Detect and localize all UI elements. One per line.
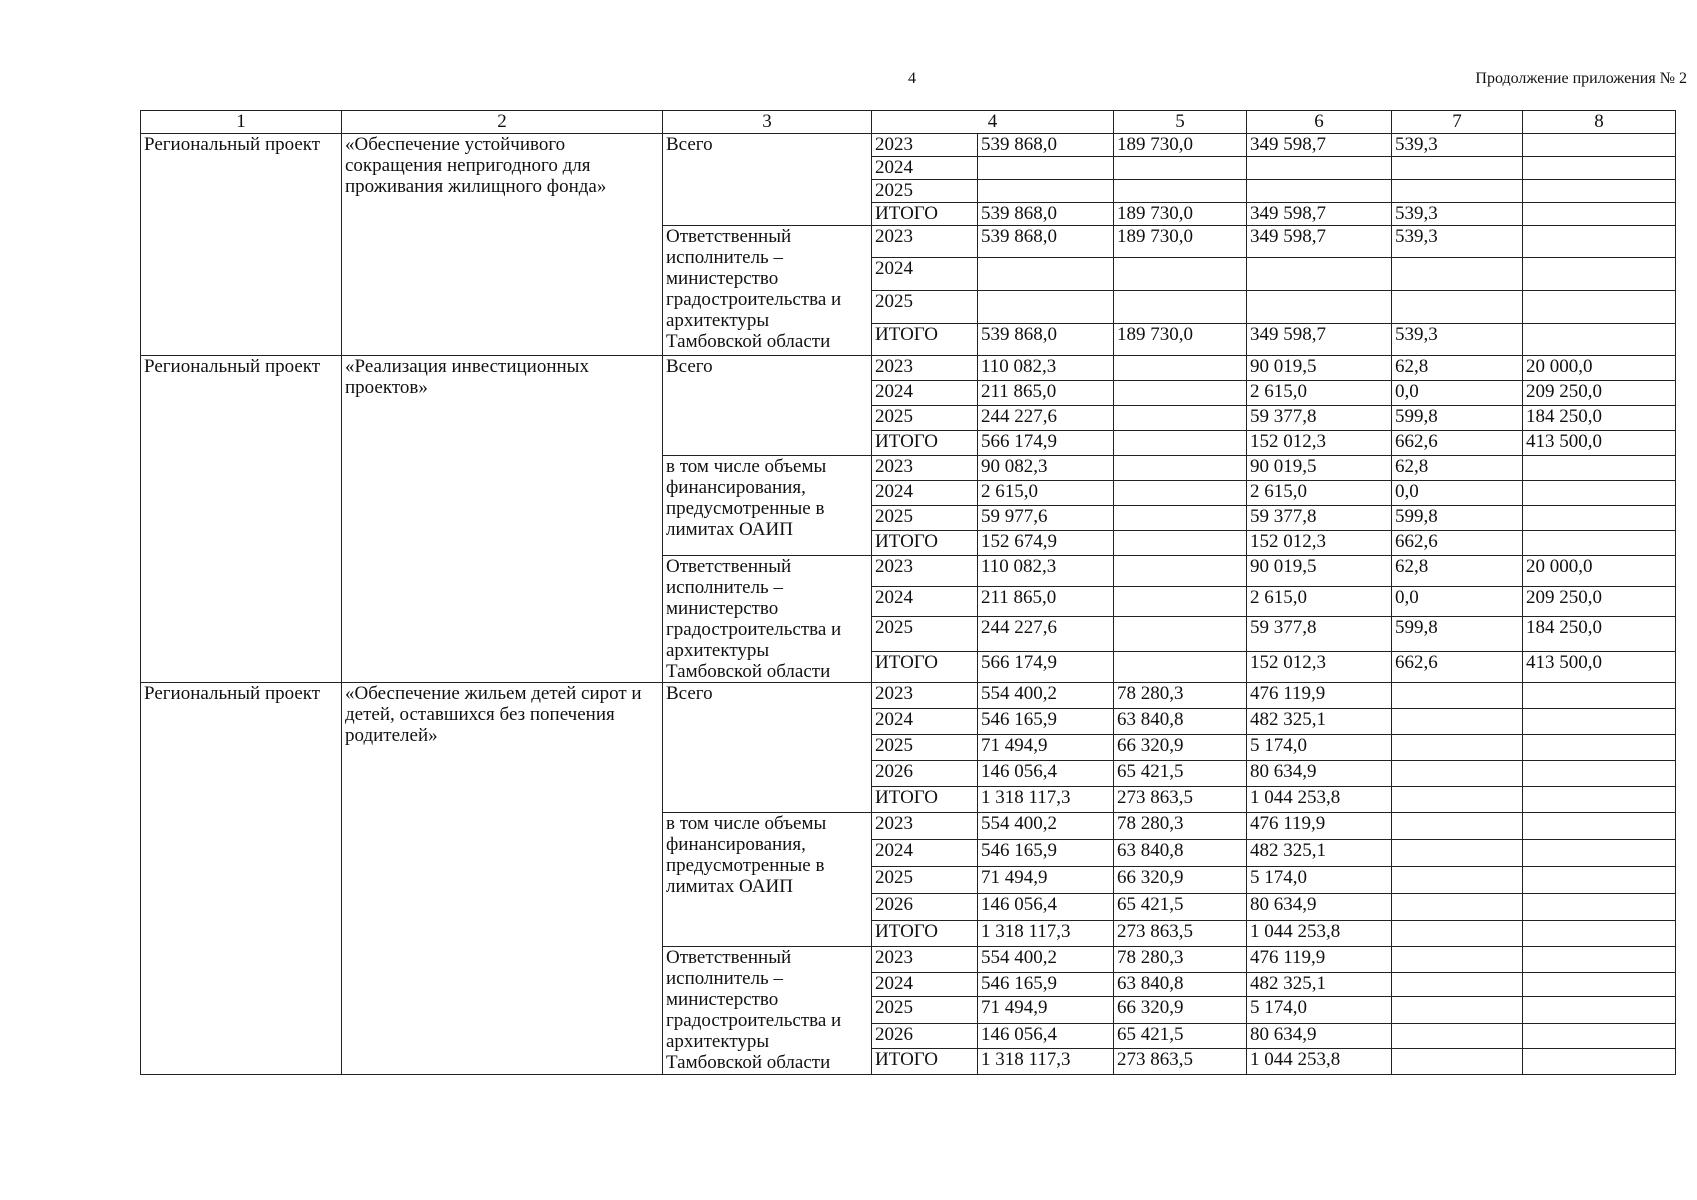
amount-cell-8 <box>1523 921 1676 947</box>
year-cell: ИТОГО <box>872 1049 978 1075</box>
amount-cell-4: 71 494,9 <box>978 867 1114 894</box>
amount-cell-8 <box>1523 506 1676 531</box>
amount-cell-6: 2 615,0 <box>1247 381 1392 406</box>
year-cell: 2025 <box>872 867 978 894</box>
funding-group-label: в том числе объемы финансирования, предусмотренные в лимитах ОАИП <box>663 456 872 556</box>
amount-cell-4: 546 165,9 <box>978 973 1114 997</box>
amount-cell-8 <box>1523 735 1676 761</box>
project-type-cell: Региональный проект <box>141 683 342 1075</box>
amount-cell-6 <box>1247 157 1392 180</box>
funding-group-label: Всего <box>663 134 872 226</box>
amount-cell-5: 189 730,0 <box>1114 324 1247 356</box>
amount-cell-7: 662,6 <box>1392 531 1523 556</box>
year-cell: 2023 <box>872 947 978 973</box>
amount-cell-6: 349 598,7 <box>1247 134 1392 157</box>
amount-cell-7 <box>1392 735 1523 761</box>
amount-cell-4 <box>978 157 1114 180</box>
year-cell: 2025 <box>872 735 978 761</box>
amount-cell-8 <box>1523 1024 1676 1049</box>
amount-cell-6: 482 325,1 <box>1247 840 1392 867</box>
amount-cell-4: 211 865,0 <box>978 587 1114 617</box>
year-cell: 2024 <box>872 973 978 997</box>
amount-cell-4 <box>978 180 1114 203</box>
amount-cell-7 <box>1392 787 1523 813</box>
amount-cell-4: 566 174,9 <box>978 651 1114 682</box>
year-cell: 2025 <box>872 406 978 431</box>
amount-cell-4: 59 977,6 <box>978 506 1114 531</box>
amount-cell-5 <box>1114 356 1247 381</box>
amount-cell-7: 539,3 <box>1392 324 1523 356</box>
project-type-cell: Региональный проект <box>141 356 342 683</box>
amount-cell-5: 65 421,5 <box>1114 894 1247 921</box>
amount-cell-7: 539,3 <box>1392 226 1523 258</box>
appendix-continuation-label: Продолжение приложения № 2 <box>1475 70 1687 87</box>
amount-cell-4: 110 082,3 <box>978 356 1114 381</box>
amount-cell-4: 539 868,0 <box>978 203 1114 226</box>
amount-cell-6: 5 174,0 <box>1247 997 1392 1024</box>
amount-cell-5: 66 320,9 <box>1114 867 1247 894</box>
funding-group-label: Ответственный исполнитель – министерство градостроительства и архитектуры Тамбовской области <box>663 947 872 1075</box>
amount-cell-5: 273 863,5 <box>1114 921 1247 947</box>
amount-cell-7: 62,8 <box>1392 356 1523 381</box>
amount-cell-6: 90 019,5 <box>1247 356 1392 381</box>
amount-cell-6: 1 044 253,8 <box>1247 921 1392 947</box>
amount-cell-7 <box>1392 840 1523 867</box>
amount-cell-8: 20 000,0 <box>1523 356 1676 381</box>
amount-cell-7: 662,6 <box>1392 651 1523 682</box>
amount-cell-7: 62,8 <box>1392 556 1523 587</box>
amount-cell-6: 476 119,9 <box>1247 813 1392 840</box>
year-cell: ИТОГО <box>872 431 978 456</box>
amount-cell-8: 20 000,0 <box>1523 556 1676 587</box>
year-cell: 2025 <box>872 291 978 324</box>
project-title-cell: «Обеспечение жильем детей сирот и детей, оставшихся без попечения родителей» <box>342 683 663 1075</box>
amount-cell-7 <box>1392 921 1523 947</box>
amount-cell-6: 1 044 253,8 <box>1247 787 1392 813</box>
amount-cell-4: 539 868,0 <box>978 134 1114 157</box>
amount-cell-7: 0,0 <box>1392 481 1523 506</box>
amount-cell-6: 80 634,9 <box>1247 761 1392 787</box>
amount-cell-6 <box>1247 180 1392 203</box>
amount-cell-5: 189 730,0 <box>1114 226 1247 258</box>
year-cell: 2023 <box>872 813 978 840</box>
amount-cell-8 <box>1523 531 1676 556</box>
amount-cell-7: 0,0 <box>1392 587 1523 617</box>
table-row <box>141 134 1676 157</box>
amount-cell-4: 539 868,0 <box>978 324 1114 356</box>
amount-cell-5: 78 280,3 <box>1114 947 1247 973</box>
amount-cell-8 <box>1523 840 1676 867</box>
amount-cell-7 <box>1392 973 1523 997</box>
amount-cell-7 <box>1392 1049 1523 1075</box>
year-cell: 2025 <box>872 617 978 651</box>
amount-cell-6: 5 174,0 <box>1247 867 1392 894</box>
amount-cell-7: 62,8 <box>1392 456 1523 481</box>
amount-cell-5: 78 280,3 <box>1114 683 1247 709</box>
amount-cell-8 <box>1523 203 1676 226</box>
amount-cell-6: 482 325,1 <box>1247 709 1392 735</box>
year-cell: 2025 <box>872 180 978 203</box>
amount-cell-8: 209 250,0 <box>1523 381 1676 406</box>
amount-cell-8 <box>1523 683 1676 709</box>
amount-cell-8 <box>1523 709 1676 735</box>
table-row <box>141 356 1676 381</box>
amount-cell-7 <box>1392 180 1523 203</box>
year-cell: 2023 <box>872 226 978 258</box>
amount-cell-8 <box>1523 813 1676 840</box>
amount-cell-6: 482 325,1 <box>1247 973 1392 997</box>
amount-cell-8: 413 500,0 <box>1523 651 1676 682</box>
amount-cell-6: 152 012,3 <box>1247 431 1392 456</box>
amount-cell-8 <box>1523 973 1676 997</box>
amount-cell-6 <box>1247 291 1392 324</box>
amount-cell-4 <box>978 291 1114 324</box>
amount-cell-5: 63 840,8 <box>1114 840 1247 867</box>
year-cell: ИТОГО <box>872 921 978 947</box>
column-header-5: 5 <box>1114 111 1247 134</box>
amount-cell-7 <box>1392 867 1523 894</box>
amount-cell-5 <box>1114 406 1247 431</box>
amount-cell-8 <box>1523 180 1676 203</box>
amount-cell-5 <box>1114 531 1247 556</box>
amount-cell-4: 211 865,0 <box>978 381 1114 406</box>
amount-cell-8 <box>1523 761 1676 787</box>
amount-cell-5: 273 863,5 <box>1114 1049 1247 1075</box>
amount-cell-6: 349 598,7 <box>1247 203 1392 226</box>
amount-cell-4: 554 400,2 <box>978 683 1114 709</box>
amount-cell-7: 662,6 <box>1392 431 1523 456</box>
amount-cell-6 <box>1247 258 1392 291</box>
amount-cell-6: 476 119,9 <box>1247 947 1392 973</box>
amount-cell-5 <box>1114 456 1247 481</box>
year-cell: 2026 <box>872 1024 978 1049</box>
amount-cell-5 <box>1114 258 1247 291</box>
amount-cell-6: 152 012,3 <box>1247 651 1392 682</box>
column-header-6: 6 <box>1247 111 1392 134</box>
amount-cell-5: 66 320,9 <box>1114 997 1247 1024</box>
amount-cell-8 <box>1523 894 1676 921</box>
amount-cell-4: 539 868,0 <box>978 226 1114 258</box>
amount-cell-7 <box>1392 157 1523 180</box>
column-header-1: 1 <box>141 111 342 134</box>
column-header-8: 8 <box>1523 111 1676 134</box>
column-header-2: 2 <box>342 111 663 134</box>
column-header-3: 3 <box>663 111 872 134</box>
table-body <box>141 134 1676 1075</box>
amount-cell-7 <box>1392 997 1523 1024</box>
amount-cell-4: 146 056,4 <box>978 1024 1114 1049</box>
amount-cell-8 <box>1523 456 1676 481</box>
column-header-4: 4 <box>872 111 1114 134</box>
amount-cell-8 <box>1523 134 1676 157</box>
amount-cell-6: 90 019,5 <box>1247 556 1392 587</box>
amount-cell-8: 184 250,0 <box>1523 406 1676 431</box>
year-cell: 2024 <box>872 840 978 867</box>
amount-cell-4: 71 494,9 <box>978 997 1114 1024</box>
amount-cell-8 <box>1523 1049 1676 1075</box>
amount-cell-6: 80 634,9 <box>1247 894 1392 921</box>
amount-cell-8 <box>1523 947 1676 973</box>
amount-cell-5: 78 280,3 <box>1114 813 1247 840</box>
amount-cell-8 <box>1523 258 1676 291</box>
amount-cell-5 <box>1114 291 1247 324</box>
amount-cell-5 <box>1114 617 1247 651</box>
year-cell: 2025 <box>872 997 978 1024</box>
amount-cell-5 <box>1114 506 1247 531</box>
amount-cell-6: 59 377,8 <box>1247 506 1392 531</box>
table-row <box>141 683 1676 709</box>
amount-cell-7 <box>1392 709 1523 735</box>
amount-cell-8 <box>1523 997 1676 1024</box>
amount-cell-4 <box>978 258 1114 291</box>
year-cell: 2023 <box>872 134 978 157</box>
amount-cell-4: 90 082,3 <box>978 456 1114 481</box>
year-cell: ИТОГО <box>872 787 978 813</box>
amount-cell-4: 2 615,0 <box>978 481 1114 506</box>
funding-group-label: Всего <box>663 356 872 456</box>
year-cell: ИТОГО <box>872 531 978 556</box>
amount-cell-4: 554 400,2 <box>978 947 1114 973</box>
funding-table <box>140 110 1676 1075</box>
funding-group-label: Ответственный исполнитель – министерство градостроительства и архитектуры Тамбовской области <box>663 226 872 356</box>
amount-cell-7: 0,0 <box>1392 381 1523 406</box>
funding-group-label: Ответственный исполнитель – министерство градостроительства и архитектуры Тамбовской области <box>663 556 872 683</box>
amount-cell-4: 1 318 117,3 <box>978 787 1114 813</box>
amount-cell-5: 189 730,0 <box>1114 134 1247 157</box>
amount-cell-6: 476 119,9 <box>1247 683 1392 709</box>
amount-cell-7: 539,3 <box>1392 134 1523 157</box>
amount-cell-4: 244 227,6 <box>978 406 1114 431</box>
amount-cell-5 <box>1114 556 1247 587</box>
amount-cell-8: 209 250,0 <box>1523 587 1676 617</box>
amount-cell-5: 65 421,5 <box>1114 1024 1247 1049</box>
amount-cell-5 <box>1114 157 1247 180</box>
amount-cell-4: 110 082,3 <box>978 556 1114 587</box>
project-type-cell: Региональный проект <box>141 134 342 356</box>
amount-cell-5: 66 320,9 <box>1114 735 1247 761</box>
amount-cell-8 <box>1523 291 1676 324</box>
year-cell: 2023 <box>872 456 978 481</box>
amount-cell-5: 63 840,8 <box>1114 973 1247 997</box>
amount-cell-4: 1 318 117,3 <box>978 921 1114 947</box>
year-cell: 2026 <box>872 761 978 787</box>
amount-cell-8 <box>1523 157 1676 180</box>
amount-cell-7 <box>1392 683 1523 709</box>
amount-cell-8 <box>1523 226 1676 258</box>
amount-cell-4: 146 056,4 <box>978 894 1114 921</box>
project-title-cell: «Реализация инвестиционных проектов» <box>342 356 663 683</box>
amount-cell-7: 599,8 <box>1392 506 1523 531</box>
amount-cell-4: 566 174,9 <box>978 431 1114 456</box>
amount-cell-8 <box>1523 324 1676 356</box>
amount-cell-4: 546 165,9 <box>978 709 1114 735</box>
year-cell: ИТОГО <box>872 324 978 356</box>
amount-cell-6: 349 598,7 <box>1247 324 1392 356</box>
amount-cell-4: 554 400,2 <box>978 813 1114 840</box>
amount-cell-6: 5 174,0 <box>1247 735 1392 761</box>
amount-cell-5: 273 863,5 <box>1114 787 1247 813</box>
year-cell: 2024 <box>872 258 978 291</box>
amount-cell-4: 546 165,9 <box>978 840 1114 867</box>
amount-cell-5 <box>1114 180 1247 203</box>
amount-cell-7 <box>1392 813 1523 840</box>
amount-cell-7 <box>1392 291 1523 324</box>
table-header <box>141 111 1676 134</box>
amount-cell-4: 1 318 117,3 <box>978 1049 1114 1075</box>
amount-cell-6: 2 615,0 <box>1247 587 1392 617</box>
amount-cell-7: 599,8 <box>1392 617 1523 651</box>
year-cell: 2024 <box>872 709 978 735</box>
year-cell: 2024 <box>872 587 978 617</box>
page-number: 4 <box>908 70 916 87</box>
amount-cell-7 <box>1392 761 1523 787</box>
project-title-cell: «Обеспечение устойчивого сокращения непригодного для проживания жилищного фонда» <box>342 134 663 356</box>
amount-cell-7 <box>1392 258 1523 291</box>
year-cell: 2023 <box>872 556 978 587</box>
amount-cell-7 <box>1392 1024 1523 1049</box>
amount-cell-6: 152 012,3 <box>1247 531 1392 556</box>
amount-cell-5: 63 840,8 <box>1114 709 1247 735</box>
year-cell: 2024 <box>872 381 978 406</box>
year-cell: ИТОГО <box>872 651 978 682</box>
amount-cell-8 <box>1523 867 1676 894</box>
column-header-7: 7 <box>1392 111 1523 134</box>
year-cell: 2024 <box>872 157 978 180</box>
amount-cell-8: 413 500,0 <box>1523 431 1676 456</box>
amount-cell-4: 244 227,6 <box>978 617 1114 651</box>
amount-cell-4: 71 494,9 <box>978 735 1114 761</box>
amount-cell-7: 599,8 <box>1392 406 1523 431</box>
year-cell: 2023 <box>872 683 978 709</box>
amount-cell-8: 184 250,0 <box>1523 617 1676 651</box>
amount-cell-5 <box>1114 651 1247 682</box>
amount-cell-7 <box>1392 947 1523 973</box>
funding-group-label: Всего <box>663 683 872 813</box>
amount-cell-8 <box>1523 787 1676 813</box>
amount-cell-6: 90 019,5 <box>1247 456 1392 481</box>
amount-cell-6: 2 615,0 <box>1247 481 1392 506</box>
amount-cell-8 <box>1523 481 1676 506</box>
year-cell: ИТОГО <box>872 203 978 226</box>
year-cell: 2023 <box>872 356 978 381</box>
amount-cell-4: 146 056,4 <box>978 761 1114 787</box>
amount-cell-5 <box>1114 431 1247 456</box>
funding-group-label: в том числе объемы финансирования, предусмотренные в лимитах ОАИП <box>663 813 872 947</box>
amount-cell-4: 152 674,9 <box>978 531 1114 556</box>
year-cell: 2026 <box>872 894 978 921</box>
amount-cell-6: 80 634,9 <box>1247 1024 1392 1049</box>
header-row <box>141 111 1676 134</box>
amount-cell-6: 349 598,7 <box>1247 226 1392 258</box>
amount-cell-7 <box>1392 894 1523 921</box>
amount-cell-6: 59 377,8 <box>1247 617 1392 651</box>
amount-cell-5 <box>1114 587 1247 617</box>
amount-cell-6: 59 377,8 <box>1247 406 1392 431</box>
amount-cell-5 <box>1114 481 1247 506</box>
year-cell: 2025 <box>872 506 978 531</box>
amount-cell-6: 1 044 253,8 <box>1247 1049 1392 1075</box>
amount-cell-5 <box>1114 381 1247 406</box>
amount-cell-5: 189 730,0 <box>1114 203 1247 226</box>
amount-cell-5: 65 421,5 <box>1114 761 1247 787</box>
year-cell: 2024 <box>872 481 978 506</box>
amount-cell-7: 539,3 <box>1392 203 1523 226</box>
